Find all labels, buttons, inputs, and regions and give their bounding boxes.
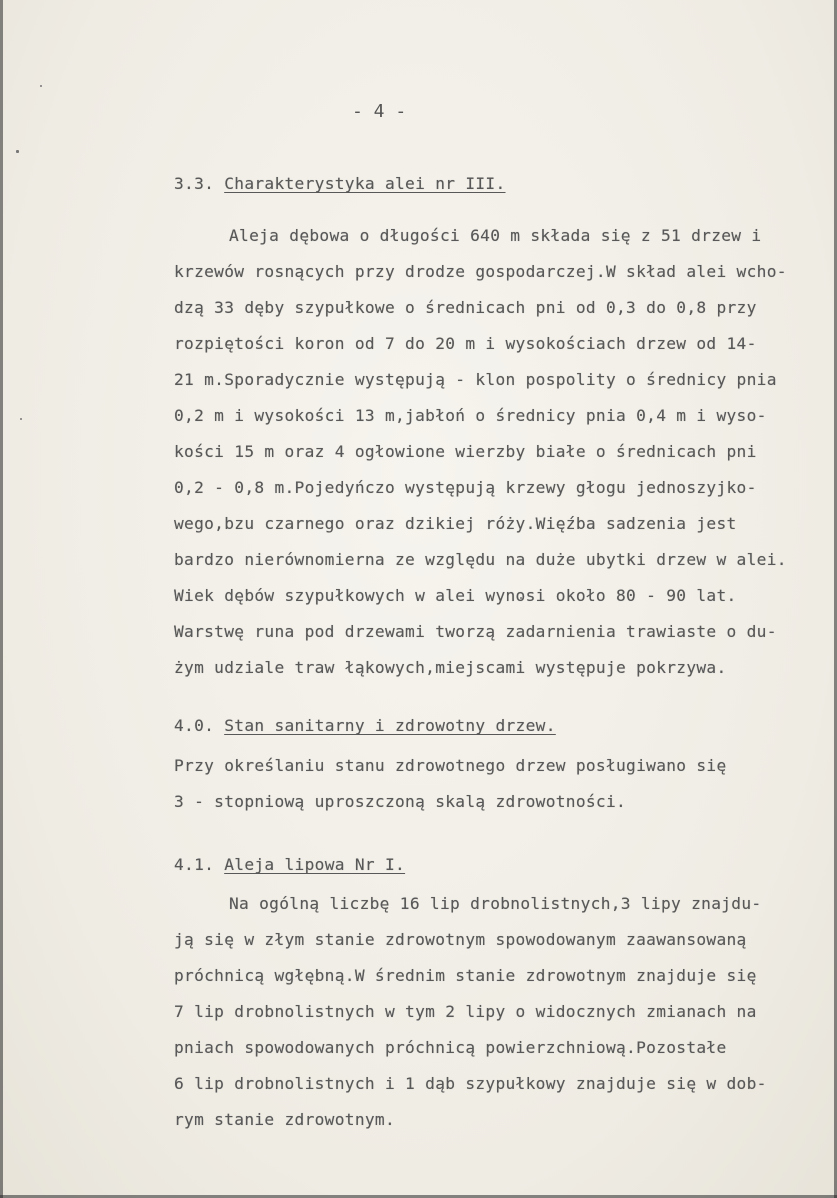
section-title: Aleja lipowa Nr I.	[224, 855, 406, 874]
section-title: Stan sanitarny i zdrowotny drzew.	[224, 716, 556, 735]
page-number: - 4 -	[352, 101, 407, 122]
scan-speck	[16, 150, 19, 153]
paragraph-line: Aleja dębowa o długości 640 m składa się z 51 drzew i	[229, 226, 762, 245]
paragraph-line: Wiek dębów szypułkowych w alei wynosi około 80 - 90 lat.	[174, 586, 737, 605]
section-heading-4-0	[174, 716, 556, 735]
paragraph-line: 21 m.Sporadycznie występują - klon pospolity o średnicy pnia	[174, 370, 777, 389]
paragraph-line: 3 - stopniową uproszczoną skalą zdrowotności.	[174, 792, 627, 811]
section-number: 3.3.	[174, 174, 215, 193]
paragraph-line: próchnicą wgłębną.W średnim stanie zdrowotnym znajduje się	[174, 966, 757, 985]
paragraph-line: ją się w złym stanie zdrowotnym spowodowanym zaawansowaną	[174, 930, 747, 949]
paragraph-line: 0,2 - 0,8 m.Pojedyńczo występują krzewy głogu jednoszyjko-	[174, 478, 757, 497]
scan-speck	[40, 85, 42, 87]
paragraph-line: Warstwę runa pod drzewami tworzą zadarnienia trawiaste o du-	[174, 622, 777, 641]
paragraph-line: Przy określaniu stanu zdrowotnego drzew posługiwano się	[174, 756, 727, 775]
paragraph-line: 6 lip drobnolistnych i 1 dąb szypułkowy znajduje się w dob-	[174, 1074, 767, 1093]
paragraph-line: 0,2 m i wysokości 13 m,jabłoń o średnicy pnia 0,4 m i wyso-	[174, 406, 767, 425]
paragraph-line: Na ogólną liczbę 16 lip drobnolistnych,3 lipy znajdu-	[229, 894, 762, 913]
scan-border-left	[0, 0, 3, 1198]
paragraph-line: rym stanie zdrowotnym.	[174, 1110, 396, 1129]
paragraph-line: wego,bzu czarnego oraz dzikiej róży.Więźba sadzenia jest	[174, 514, 737, 533]
scan-speck	[20, 418, 22, 420]
paragraph-line: krzewów rosnących przy drodze gospodarczej.W skład alei wcho-	[174, 262, 787, 281]
paragraph-line: bardzo nierównomierna ze względu na duże ubytki drzew w alei.	[174, 550, 787, 569]
paragraph-line: rozpiętości koron od 7 do 20 m i wysokościach drzew od 14-	[174, 334, 757, 353]
paragraph-line: kości 15 m oraz 4 ogłowione wierzby białe o średnicach pni	[174, 442, 757, 461]
section-title: Charakterystyka alei nr III.	[224, 174, 506, 193]
paragraph-line: 7 lip drobnolistnych w tym 2 lipy o widocznych zmianach na	[174, 1002, 757, 1021]
paragraph-line: żym udziale traw łąkowych,miejscami występuje pokrzywa.	[174, 658, 727, 677]
section-heading-4-1	[174, 855, 405, 874]
section-heading-3-3	[174, 174, 506, 193]
section-number: 4.0.	[174, 716, 215, 735]
section-number: 4.1.	[174, 855, 215, 874]
paragraph-line: dzą 33 dęby szypułkowe o średnicach pni od 0,3 do 0,8 przy	[174, 298, 757, 317]
paragraph-line: pniach spowodowanych próchnicą powierzchniową.Pozostałe	[174, 1038, 727, 1057]
